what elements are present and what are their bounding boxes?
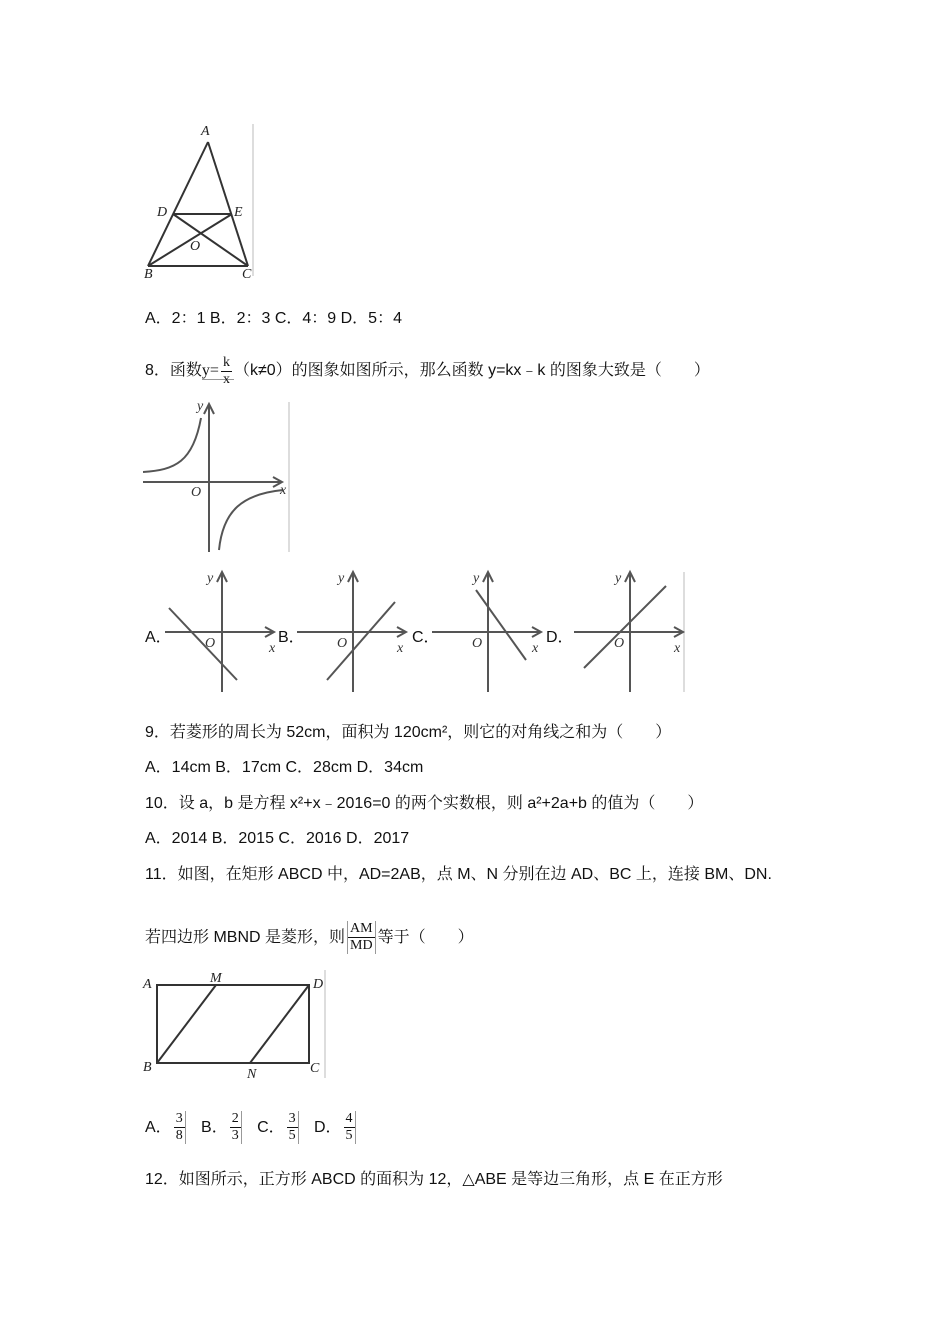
q11-label-n: N <box>247 1067 257 1080</box>
q8-question <box>145 354 710 388</box>
q11-option-c-frac <box>287 1111 299 1144</box>
q11-option-c-num: 3 <box>288 1111 296 1127</box>
q11-option-b-frac <box>230 1111 242 1144</box>
q11-option-d-label: D． <box>313 1119 342 1136</box>
q11-option-c[interactable] <box>257 1111 301 1144</box>
q9-question: 9．若菱形的周长为 52cm，面积为 120cm²，则它的对角线之和为（ ） <box>145 724 672 741</box>
svg-text:x: x <box>269 641 276 656</box>
q11-label-c: C <box>310 1061 320 1076</box>
q8-frac-num: k <box>222 354 230 370</box>
q11-option-a[interactable] <box>145 1111 188 1144</box>
q8-cond: （k≠0） <box>233 362 292 379</box>
q11-rectangle-figure <box>140 968 330 1080</box>
q8-option-d-graph[interactable] <box>574 568 689 694</box>
q7-label-o: O <box>190 239 201 254</box>
q11-option-d-num: 4 <box>345 1111 353 1127</box>
q11-line1: 11．如图，在矩形 ABCD 中，AD=2AB，点 M、N 分别在边 AD、BC 上，连接 BM、DN. <box>145 866 772 883</box>
q12-line1: 12．如图所示，正方形 ABCD 的面积为 12，△ABE 是等边三角形，点 E 在正方形 <box>145 1171 723 1188</box>
svg-text:x: x <box>397 641 404 656</box>
q8-func-lhs: y= <box>201 362 219 379</box>
q8-suffix: 的图象如图所示，那么函数 y=kx﹣k 的图象大致是（ ） <box>291 362 710 379</box>
svg-text:y: y <box>473 571 480 586</box>
q11-frac-num: AM <box>350 921 373 937</box>
q11-options <box>145 1106 358 1150</box>
q8-prefix: 8．函数 <box>145 362 202 379</box>
q10-question: 10．设 a，b 是方程 x²+x﹣2016=0 的两个实数根，则 a²+2a+b 的值为（ ） <box>145 795 704 812</box>
q8-option-c-label: C． <box>412 629 440 646</box>
q11-option-b[interactable] <box>201 1111 244 1144</box>
q11-label-b: B <box>143 1060 152 1075</box>
q8-option-d-label: D． <box>546 629 574 646</box>
svg-text:x: x <box>532 641 539 656</box>
q7-label-b: B <box>144 267 153 280</box>
q11-label-d: D <box>313 977 324 992</box>
q11-option-a-den: 8 <box>175 1128 183 1144</box>
q11-option-b-num: 2 <box>231 1111 239 1127</box>
q8-option-c-graph[interactable] <box>432 568 547 694</box>
q11-frac-den: MD <box>350 938 373 954</box>
q8-option-a-graph[interactable] <box>165 568 280 694</box>
q11-label-m: M <box>210 971 222 986</box>
q7-label-c: C <box>242 267 252 280</box>
q8-hyperbola-graph <box>143 398 293 554</box>
q8-graph-y: y <box>197 399 204 414</box>
svg-text:O: O <box>614 636 625 651</box>
q11-line2-suffix: 等于（ ） <box>377 929 474 946</box>
q8-option-b-graph[interactable] <box>297 568 412 694</box>
q11-option-a-label: A． <box>145 1119 172 1136</box>
q7-label-a: A <box>201 124 210 139</box>
q11-line2 <box>145 918 474 958</box>
q7-options: A．2：1 B．2：3 C．4：9 D．5：4 <box>145 310 402 327</box>
svg-text:O: O <box>472 636 483 651</box>
svg-text:x: x <box>674 641 681 656</box>
q7-label-e: E <box>234 205 243 220</box>
q8-option-b-label: B． <box>278 629 305 646</box>
q7-triangle-figure <box>140 120 260 280</box>
q8-graph-x: x <box>280 483 287 498</box>
svg-text:y: y <box>207 571 214 586</box>
q11-option-d[interactable] <box>313 1111 358 1144</box>
q11-option-a-frac <box>174 1111 186 1144</box>
q11-option-d-den: 5 <box>345 1128 353 1144</box>
q11-line2-prefix: 若四边形 MBND 是菱形，则 <box>145 929 346 946</box>
q8-option-a-label: A． <box>145 629 172 646</box>
q10-options: A．2014 B．2015 C．2016 D．2017 <box>145 830 410 847</box>
q8-frac-den: x <box>222 371 230 387</box>
q8-graph-o: O <box>191 485 202 500</box>
q8-function <box>201 354 234 387</box>
svg-text:y: y <box>615 571 622 586</box>
svg-text:O: O <box>337 636 348 651</box>
q11-option-a-num: 3 <box>175 1111 183 1127</box>
q11-option-d-frac <box>344 1111 356 1144</box>
q11-option-b-den: 3 <box>231 1128 239 1144</box>
svg-text:y: y <box>338 571 345 586</box>
q8-fraction <box>221 355 232 388</box>
q11-option-b-label: B． <box>201 1119 228 1136</box>
svg-text:O: O <box>205 636 216 651</box>
q7-label-d: D <box>157 205 168 220</box>
q9-options: A．14cm B．17cm C．28cm D．34cm <box>145 759 424 776</box>
q11-fraction <box>347 921 376 954</box>
q11-label-a: A <box>143 977 152 992</box>
q11-option-c-den: 5 <box>288 1128 296 1144</box>
q11-option-c-label: C． <box>257 1119 285 1136</box>
